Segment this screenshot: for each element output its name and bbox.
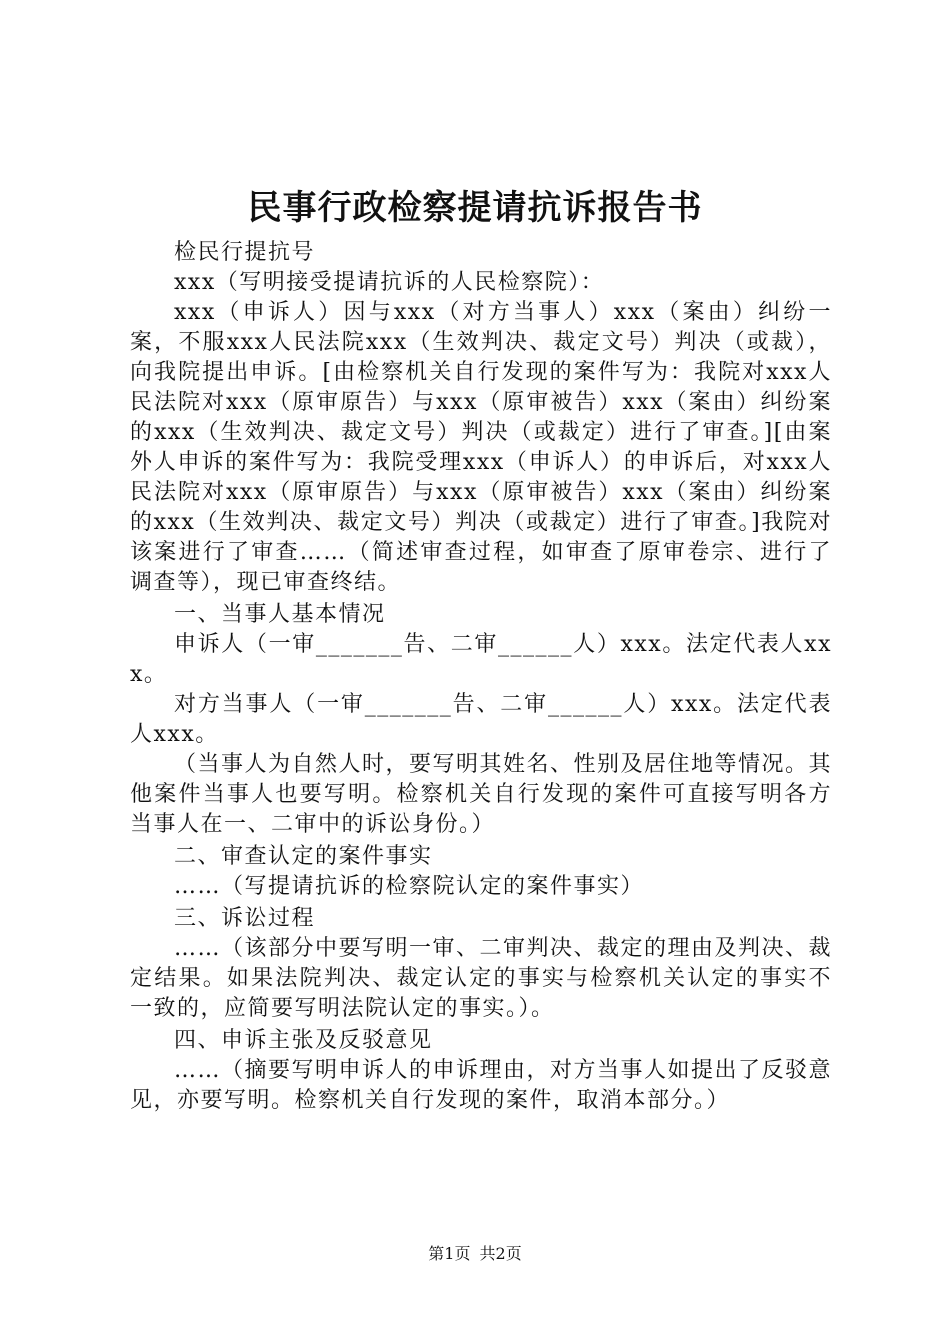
section-heading-facts: 二、审查认定的案件事实 bbox=[174, 844, 433, 869]
opposing-party-paragraph: 对方当事人（一审_______告、二审______人）xxx。法定代表人xxx。 bbox=[130, 692, 832, 747]
page-number: 第1页 bbox=[428, 1244, 471, 1263]
section-heading-parties: 一、当事人基本情况 bbox=[174, 602, 386, 627]
section-heading-litigation: 三、诉讼过程 bbox=[174, 906, 316, 931]
page-total: 共2页 bbox=[479, 1244, 522, 1263]
document-title: 民事行政检察提请抗诉报告书 bbox=[247, 188, 703, 228]
parties-note-paragraph: （当事人为自然人时，要写明其姓名、性别及居住地等情况。其他案件当事人也要写明。检察机关自行发现的案件可直接写明各方当事人在一、二审中的诉讼身份。） bbox=[130, 752, 833, 837]
section-heading-claims: 四、申诉主张及反驳意见 bbox=[174, 1028, 433, 1053]
intro-paragraph: xxx（申诉人）因与xxx（对方当事人）xxx（案由）纠纷一案，不服xxx人民法院xxx（生效判决、裁定文号）判决（或裁），向我院提出申诉。[由检察机关自行发现的案件写为：我院对xxx人民法院对xxx（原审原告）与xxx（原审被告）xxx（案由）纠纷案的xxx（生效判决、裁定文号）判决（或裁定）进行了审查。][由案外人申诉的案件写为：我院受理xxx（申诉人）的申诉后，对xxx人民法院对xxx（原审原告）与xxx（原审被告）xxx（案由）纠纷案的xxx（生效判决、裁定文号）判决（或裁定）进行了审查。]我院对该案进行了审查……（简述审查过程，如审查了原审卷宗、进行了调查等），现已审查终结。 bbox=[130, 300, 832, 595]
document-body bbox=[130, 238, 832, 1116]
document-number-line: 检民行提抗号 bbox=[174, 240, 316, 265]
litigation-paragraph: ……（该部分中要写明一审、二审判决、裁定的理由及判决、裁定结果。如果法院判决、裁定认定的事实与检察机关认定的事实不一致的，应简要写明法院认定的事实。）。 bbox=[130, 936, 833, 1021]
page-footer bbox=[0, 1243, 950, 1265]
facts-paragraph: ……（写提请抗诉的检察院认定的案件事实） bbox=[174, 874, 645, 899]
petitioner-paragraph: 申诉人（一审_______告、二审______人）xxx。法定代表人xxx。 bbox=[130, 632, 832, 687]
addressee-line: xxx（写明接受提请抗诉的人民检察院）： bbox=[174, 270, 605, 295]
claims-paragraph: ……（摘要写明申诉人的申诉理由，对方当事人如提出了反驳意见，亦要写明。检察机关自行发现的案件，取消本部分。） bbox=[130, 1058, 833, 1113]
